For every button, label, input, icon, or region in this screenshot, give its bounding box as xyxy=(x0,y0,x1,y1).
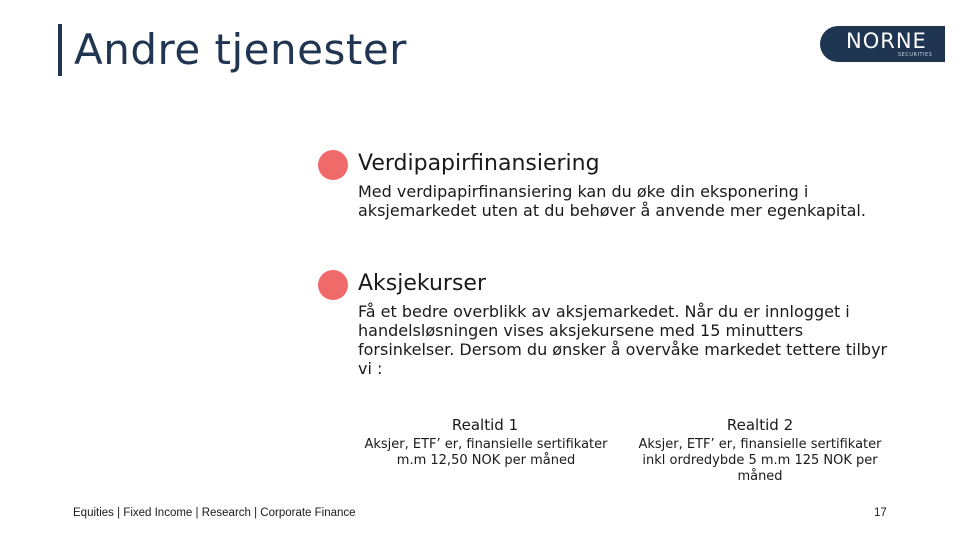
footer-text: Equities | Fixed Income | Research | Corporate Finance xyxy=(73,507,356,519)
item-text-verdipapirfinansiering: Med verdipapirfinansiering kan du øke din eksponering i aksjemarkedet uten at du behøver å anvende mer egenkapital. xyxy=(358,182,866,220)
realtid-2-title: Realtid 2 xyxy=(726,416,794,434)
logo-text: NORNE xyxy=(846,29,927,53)
title-accent-bar xyxy=(58,24,62,76)
norne-logo xyxy=(820,26,945,62)
logo-subtext: SECURITIES xyxy=(898,52,933,58)
item-heading-verdipapirfinansiering: Verdipapirfinansiering xyxy=(358,151,600,176)
realtid-1-title: Realtid 1 xyxy=(451,416,519,434)
realtid-2-description: Aksjer, ETF’ er, finansielle sertifikater inkl ordredybde 5 m.m 125 NOK per måned xyxy=(638,437,882,484)
item-heading-aksjekurser: Aksjekurser xyxy=(358,271,486,296)
item-text-aksjekurser: Få et bedre overblikk av aksjemarkedet. Når du er innlogget i handelsløsningen vises aksjekursene med 15 minutters forsinkelser. Dersom du ønsker å overvåke markedet tettere tilbyr vi : xyxy=(358,302,888,378)
bullet-dot-icon xyxy=(318,150,348,180)
realtid-1-description: Aksjer, ETF’ er, finansielle sertifikater m.m 12,50 NOK per måned xyxy=(364,437,608,468)
page-title: Andre tjenester xyxy=(74,25,407,74)
page-number: 17 xyxy=(874,507,887,519)
bullet-dot-icon xyxy=(318,270,348,300)
